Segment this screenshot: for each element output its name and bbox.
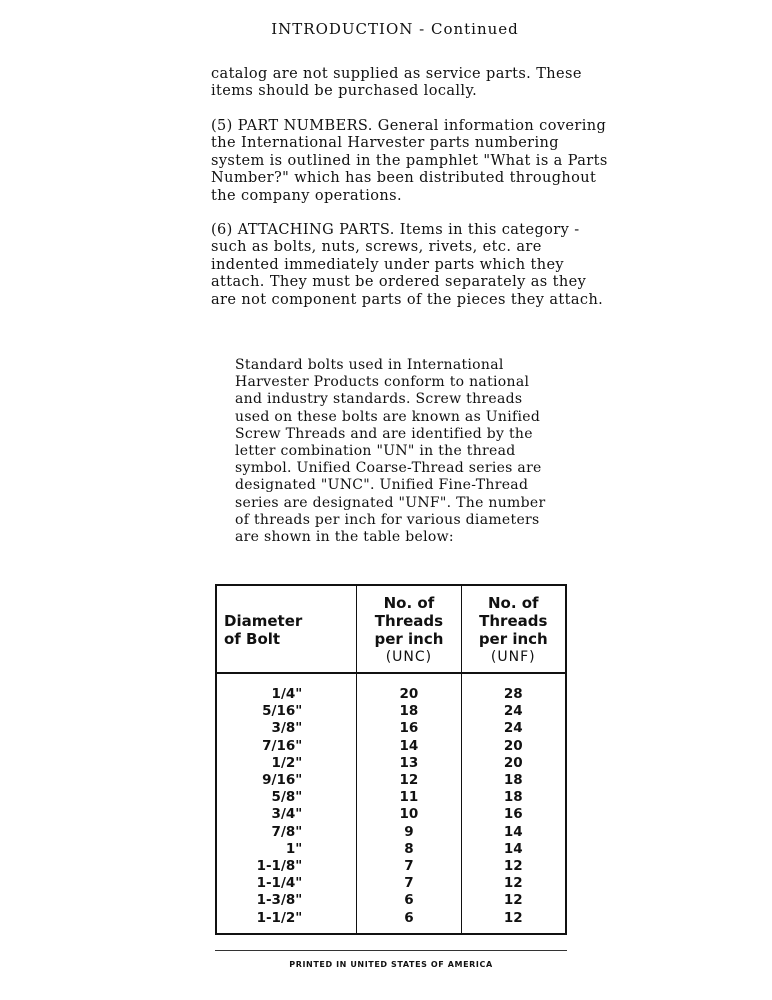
page-header: INTRODUCTION - Continued [271, 20, 519, 38]
table-row [216, 703, 566, 720]
header-unc [357, 585, 461, 673]
header-unf-line-2: Threads [479, 612, 548, 630]
paragraph-service-parts: catalog are not supplied as service parts. These items should be purchased locally. [211, 66, 582, 100]
paragraph-standard-bolts: Standard bolts used in International Harvester Products conform to national and industry standards. Screw threads used on these bolts are known as Unified Screw Threads and are identified by the letter combination "UN" in the thread symbol. Unified Coarse-Thread series are designated "UNC". Unified Fine-Thread series are designated "UNF". The number of threads per inch for various diameters are shown in the table below: [235, 357, 546, 546]
unf-cell: 14 [461, 824, 566, 841]
unf-cell: 18 [461, 772, 566, 789]
table-row [216, 720, 566, 737]
unc-cell: 7 [357, 875, 461, 892]
diameter-cell: 5/8" [271, 789, 303, 806]
footer-rule [215, 950, 567, 951]
unc-cell: 20 [357, 673, 461, 703]
thread-table [215, 584, 567, 935]
diameter-cell: 1/4" [271, 686, 303, 702]
diameter-cell: 1-1/4" [256, 875, 303, 892]
diameter-cell: 1" [285, 840, 303, 857]
thread-table-header-row [216, 585, 566, 673]
table-row [216, 738, 566, 755]
diameter-cell: 1-3/8" [256, 892, 303, 909]
unc-cell: 16 [357, 720, 461, 737]
diameter-cell: 9/16" [262, 772, 303, 789]
unc-cell: 6 [357, 892, 461, 909]
table-row [216, 875, 566, 892]
table-row [216, 841, 566, 858]
header-unf-line-1: No. of [487, 594, 539, 612]
unf-cell: 12 [461, 910, 566, 934]
table-row [216, 910, 566, 934]
diameter-cell: 5/16" [262, 703, 303, 720]
header-unf-line-3: per inch [478, 630, 548, 648]
unc-cell: 10 [357, 806, 461, 823]
table-row [216, 824, 566, 841]
table-row [216, 772, 566, 789]
unf-cell: 24 [461, 703, 566, 720]
header-unf-sub: (UNF) [490, 649, 536, 665]
diameter-cell: 1-1/8" [256, 858, 303, 875]
unc-cell: 13 [357, 755, 461, 772]
unf-cell: 24 [461, 720, 566, 737]
header-unf [461, 585, 566, 673]
unc-cell: 6 [357, 910, 461, 934]
diameter-cell: 7/8" [271, 823, 303, 840]
header-unc-line-1: No. of [383, 594, 435, 612]
header-unc-sub: (UNC) [385, 649, 433, 665]
table-row [216, 755, 566, 772]
unf-cell: 20 [461, 738, 566, 755]
footer-imprint: PRINTED IN UNITED STATES OF AMERICA [289, 960, 493, 969]
unc-cell: 11 [357, 789, 461, 806]
table-row [216, 673, 566, 703]
diameter-cell: 3/4" [271, 806, 303, 823]
unc-cell: 7 [357, 858, 461, 875]
unc-cell: 14 [357, 738, 461, 755]
unf-cell: 12 [461, 858, 566, 875]
table-row [216, 892, 566, 909]
paragraph-part-numbers: (5) PART NUMBERS. General information covering the International Harvester parts numbering system is outlined in the pamphlet "What is a Parts Number?" which has been distributed throughout the company operations. [211, 118, 608, 204]
unf-cell: 16 [461, 806, 566, 823]
diameter-cell: 1/2" [271, 754, 303, 771]
unf-cell: 12 [461, 892, 566, 909]
table-row [216, 858, 566, 875]
diameter-cell: 3/8" [271, 720, 303, 737]
header-diameter [216, 585, 357, 673]
table-row [216, 806, 566, 823]
unf-cell: 18 [461, 789, 566, 806]
unc-cell: 9 [357, 824, 461, 841]
unf-cell: 12 [461, 875, 566, 892]
unf-cell: 28 [461, 673, 566, 703]
unc-cell: 18 [357, 703, 461, 720]
header-diameter-line-1: Diameter [224, 612, 303, 630]
header-unc-line-2: Threads [374, 612, 444, 630]
unc-cell: 8 [357, 841, 461, 858]
unf-cell: 14 [461, 841, 566, 858]
diameter-cell: 7/16" [262, 737, 303, 754]
header-diameter-line-2: of Bolt [224, 630, 281, 648]
diameter-cell: 1-1/2" [256, 909, 303, 926]
unf-cell: 20 [461, 755, 566, 772]
paragraph-attaching-parts: (6) ATTACHING PARTS. Items in this category - such as bolts, nuts, screws, rivets, etc. are indented immediately under parts which they attach. They must be ordered separately as they are not component parts of the pieces they attach. [211, 222, 604, 308]
unc-cell: 12 [357, 772, 461, 789]
header-unc-line-3: per inch [374, 630, 444, 648]
table-row [216, 789, 566, 806]
